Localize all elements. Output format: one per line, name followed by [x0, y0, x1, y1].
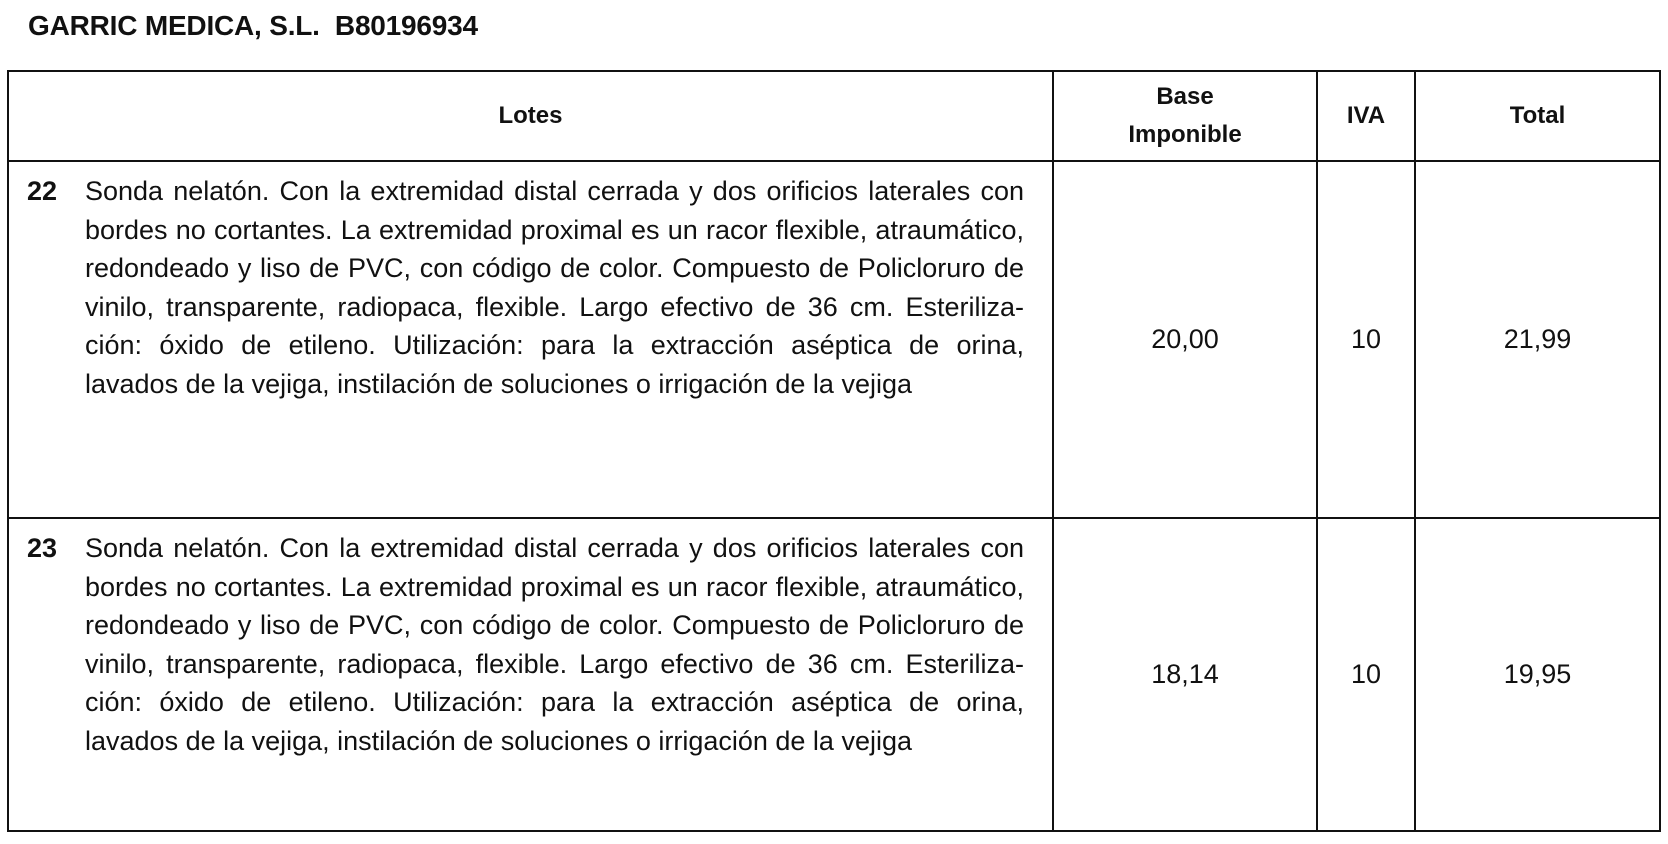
- iva-value: 10: [1317, 518, 1415, 831]
- base-imponible-value: 20,00: [1053, 161, 1317, 518]
- lot-number: 23: [27, 533, 58, 563]
- lot-description: Sonda nelatón. Con la extremidad distal cerrada y dos orificios laterales con bordes no cortantes. La extremidad proximal es un racor flexible, atraumático, redondeado y liso de PVC, con código de color. Compuesto de Policloruro de vinilo, transparente, radiopaca, flexible. Largo efectivo de 36 cm. Esterilización: óxido de etileno. Utilización: para la extracción aséptica de orina, lavados de la vejiga, instilación de soluciones o irrigación de la vejiga: [85, 176, 1024, 399]
- base-imponible-value: 18,14: [1053, 518, 1317, 831]
- header-total: Total: [1415, 71, 1660, 161]
- total-value: 19,95: [1415, 518, 1660, 831]
- company-heading: GARRIC MEDICA, S.L. B80196934: [28, 10, 478, 41]
- header-base-imponible: [1053, 71, 1317, 161]
- lot-number: 22: [27, 176, 58, 206]
- header-iva: IVA: [1317, 71, 1415, 161]
- table-row: [8, 161, 1660, 518]
- lot-description: Sonda nelatón. Con la extremidad distal cerrada y dos orificios laterales con bordes no cortantes. La extremidad proximal es un racor flexible, atraumático, redondeado y liso de PVC, con código de color. Compuesto de Policloruro de vinilo, transparente, radiopaca, flexible. Largo efectivo de 36 cm. Esterilización: óxido de etileno. Utilización: para la extracción aséptica de orina, lavados de la vejiga, instilación de soluciones o irrigación de la vejiga: [85, 533, 1024, 756]
- lots-table: [7, 70, 1661, 832]
- header-base-line2: Imponible: [1128, 121, 1242, 148]
- header-lotes: Lotes: [8, 71, 1053, 161]
- header-base-line1: Base: [1156, 83, 1214, 110]
- lot-description-cell: [8, 518, 1053, 831]
- table-header-row: [8, 71, 1660, 161]
- total-value: 21,99: [1415, 161, 1660, 518]
- lot-description-cell: [8, 161, 1053, 518]
- table-row: [8, 518, 1660, 831]
- iva-value: 10: [1317, 161, 1415, 518]
